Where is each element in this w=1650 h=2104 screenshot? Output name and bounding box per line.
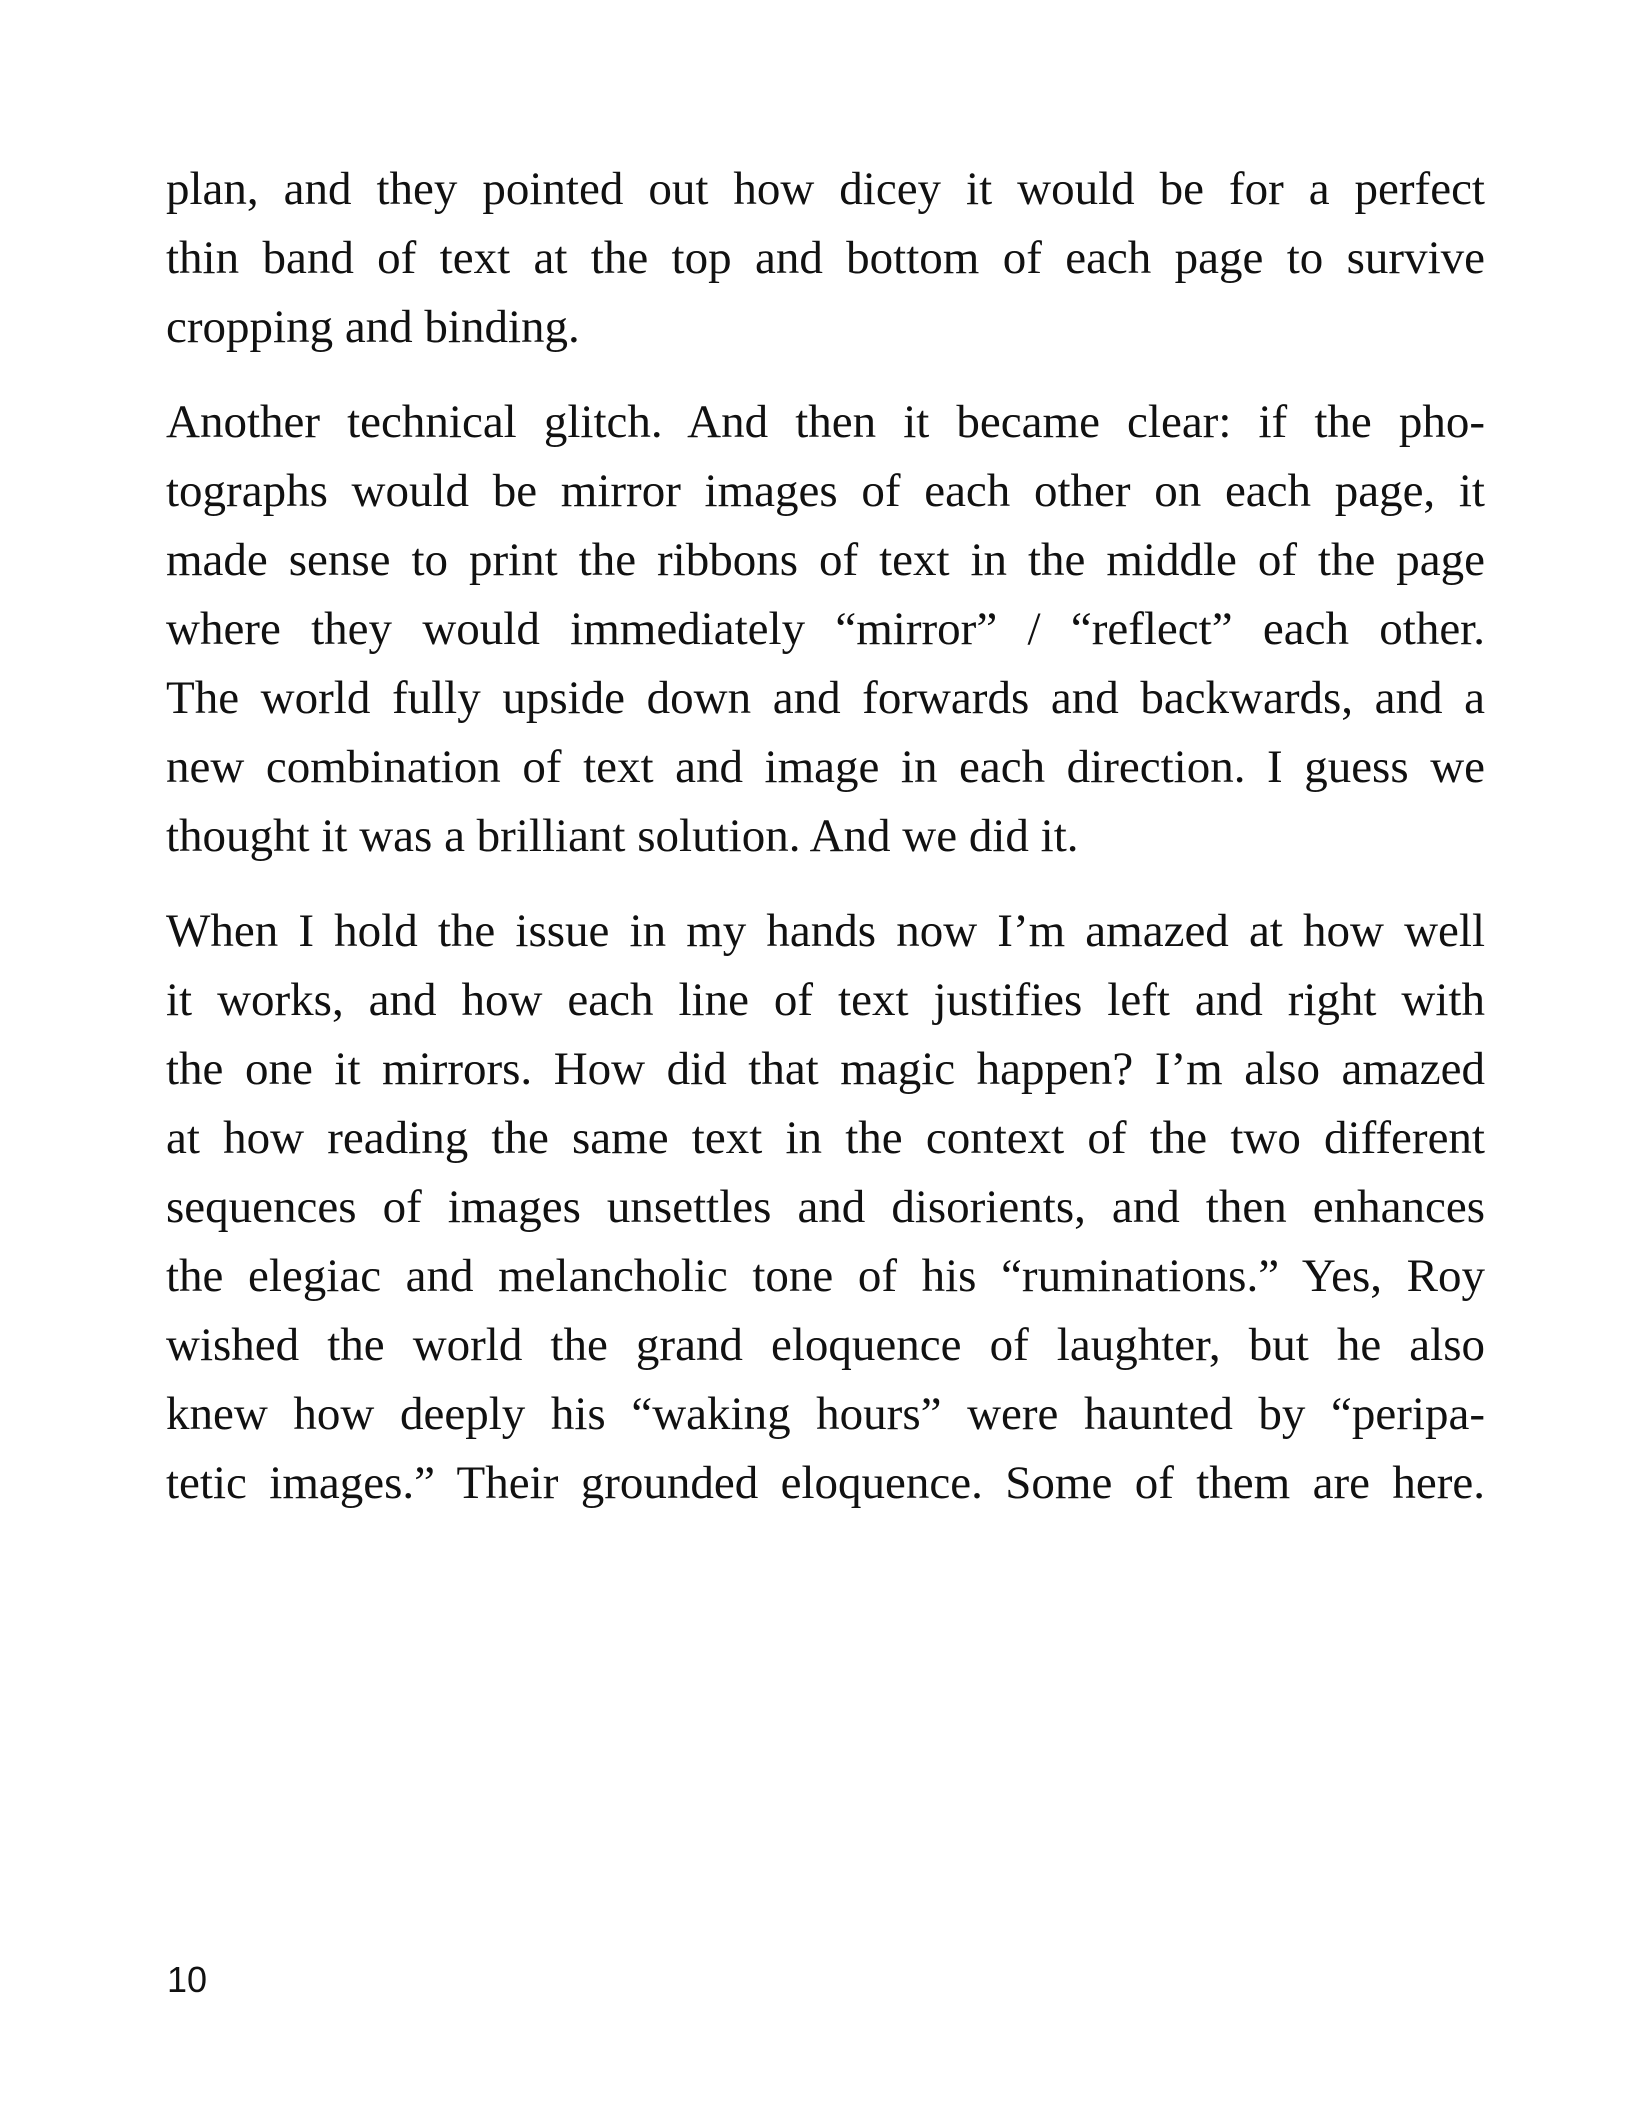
paragraph-2	[166, 388, 1485, 871]
text-line: where they would immediately “mirror” / “reflect” each other.	[166, 603, 1485, 655]
text-line: When I hold the issue in my hands now I’m amazed at how well	[166, 905, 1485, 957]
text-line: cropping and binding.	[166, 301, 580, 353]
text-line: wished the world the grand eloquence of laughter, but he also	[166, 1319, 1485, 1371]
text-line: The world fully upside down and forwards and backwards, and a	[166, 672, 1485, 724]
paragraph-3	[166, 897, 1485, 1518]
page-number: 10	[167, 1959, 208, 2000]
text-line: it works, and how each line of text justifies left and right with	[166, 974, 1485, 1026]
text-line: tographs would be mirror images of each other on each page, it	[166, 465, 1485, 517]
text-line: new combination of text and image in each direction. I guess we	[166, 741, 1485, 793]
text-line: at how reading the same text in the context of the two different	[166, 1112, 1485, 1164]
text-line: sequences of images unsettles and disorients, and then enhances	[166, 1181, 1485, 1233]
text-line: thought it was a brilliant solution. And we did it.	[166, 810, 1079, 862]
text-line: thin band of text at the top and bottom of each page to survive	[166, 232, 1485, 284]
body-text	[166, 155, 1485, 1544]
text-line: knew how deeply his “waking hours” were haunted by “peripa-	[166, 1388, 1485, 1440]
text-line: Another technical glitch. And then it became clear: if the pho-	[166, 396, 1485, 448]
text-line: made sense to print the ribbons of text in the middle of the page	[166, 534, 1485, 586]
text-line: the one it mirrors. How did that magic happen? I’m also amazed	[166, 1043, 1485, 1095]
paragraph-1	[166, 155, 1485, 362]
text-line: plan, and they pointed out how dicey it would be for a perfect	[166, 163, 1485, 215]
text-line: tetic images.” Their grounded eloquence. Some of them are here.	[166, 1457, 1485, 1509]
text-line: the elegiac and melancholic tone of his “ruminations.” Yes, Roy	[166, 1250, 1485, 1302]
